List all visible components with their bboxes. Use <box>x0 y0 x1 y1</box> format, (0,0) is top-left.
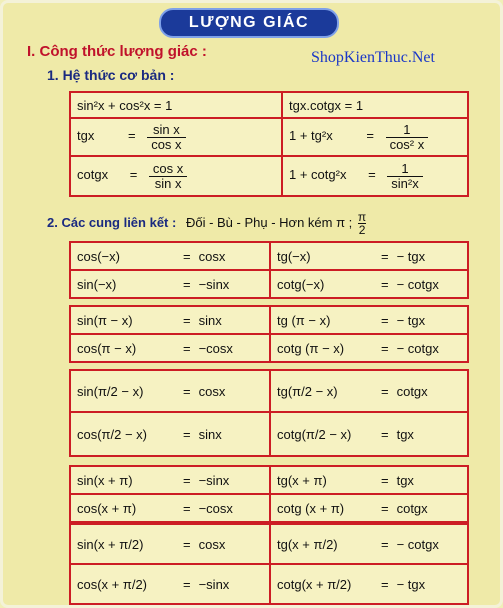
formula-cell <box>270 242 468 270</box>
formula-cell <box>270 306 468 334</box>
formula-rhs: cotgx <box>396 500 428 516</box>
formula-lhs: cos(x + π) <box>77 500 137 516</box>
related-arcs-group-opposite <box>69 241 469 299</box>
formula-cell <box>270 524 468 564</box>
formula-cell <box>270 334 468 362</box>
related-arcs-group-differ-by-pi <box>69 465 469 523</box>
formula-rhs: − tgx <box>396 312 426 328</box>
formula-rhs: tgx <box>396 426 414 442</box>
basic-identities-table <box>69 91 469 197</box>
equals-sign: = <box>381 276 389 292</box>
formula-lhs: cos(π − x) <box>77 340 137 356</box>
fraction <box>147 123 185 152</box>
equals-sign: = <box>381 426 389 442</box>
formula-cell <box>270 270 468 298</box>
numerator: 1 <box>403 121 411 137</box>
fraction <box>386 123 429 152</box>
formula-cell <box>70 306 270 334</box>
subheading-detail: Đối - Bù - Phụ - Hơn kém π ; <box>185 214 353 230</box>
identity-cell: sin²x + cos²x = 1 <box>70 92 282 118</box>
formula-rhs: sinx <box>198 312 222 328</box>
equals-sign: = <box>127 128 136 144</box>
formula-rhs: −cosx <box>198 500 233 516</box>
related-arcs-group-supplementary <box>69 305 469 363</box>
formula-lhs: sin(x + π) <box>77 472 133 488</box>
identity-lhs: cotgx <box>77 167 109 183</box>
denominator: 2 <box>358 223 366 237</box>
formula-lhs: cos(π/2 − x) <box>77 426 148 442</box>
equals-sign: = <box>183 500 191 516</box>
formula-rhs: − cotgx <box>396 340 439 356</box>
watermark: ShopKienThuc.Net <box>311 49 435 66</box>
identity-cell <box>70 118 282 156</box>
subheading-basic: 1. Hệ thức cơ bản : <box>47 67 175 83</box>
identity-cell <box>282 118 468 156</box>
identity-lhs: 1 + tg²x <box>289 128 333 144</box>
formula-cell <box>70 466 270 494</box>
fraction <box>149 162 187 191</box>
formula-rhs: cosx <box>198 383 226 399</box>
formula-lhs: sin(π/2 − x) <box>77 383 144 399</box>
formula-lhs: tg(x + π) <box>277 472 327 488</box>
formula-lhs: sin(−x) <box>77 276 117 292</box>
equals-sign: = <box>381 340 389 356</box>
formula-lhs: cotg (π − x) <box>277 340 345 356</box>
equals-sign: = <box>381 248 389 264</box>
formula-rhs: − tgx <box>396 576 426 592</box>
equals-sign: = <box>381 383 389 399</box>
denominator: sin x <box>154 175 182 191</box>
formula-cell <box>70 370 270 412</box>
subheading-label: 2. Các cung liên kết : <box>47 214 177 230</box>
equals-sign: = <box>129 167 138 183</box>
equals-sign: = <box>183 426 191 442</box>
formula-rhs: − tgx <box>396 248 426 264</box>
formula-lhs: cotg(π/2 − x) <box>277 426 352 442</box>
related-arcs-group-differ-by-half-pi <box>69 523 469 605</box>
formula-lhs: tg(x + π/2) <box>277 536 338 552</box>
formula-cell <box>270 370 468 412</box>
identity-cell: tgx.cotgx = 1 <box>282 92 468 118</box>
equals-sign: = <box>381 500 389 516</box>
formula-cell <box>70 242 270 270</box>
formula-lhs: cos(−x) <box>77 248 120 264</box>
formula-cell <box>270 494 468 522</box>
formula-rhs: −sinx <box>198 576 230 592</box>
formula-rhs: −sinx <box>198 276 230 292</box>
denominator: cos² x <box>389 136 425 152</box>
equals-sign: = <box>381 312 389 328</box>
formula-rhs: − cotgx <box>396 536 439 552</box>
equals-sign: = <box>368 167 376 183</box>
formula-lhs: cotg(x + π/2) <box>277 576 352 592</box>
formula-rhs: cosx <box>198 248 226 264</box>
equals-sign: = <box>183 472 191 488</box>
numerator: sin x <box>152 121 180 137</box>
equals-sign: = <box>381 472 389 488</box>
formula-lhs: tg(π/2 − x) <box>277 383 338 399</box>
formula-cell <box>270 564 468 604</box>
equals-sign: = <box>183 248 191 264</box>
numerator: cos x <box>152 160 184 176</box>
formula-cell <box>70 564 270 604</box>
formula-cell <box>70 494 270 522</box>
equals-sign: = <box>183 340 191 356</box>
subheading-related-arcs <box>47 211 366 236</box>
equals-sign: = <box>183 276 191 292</box>
formula-cell <box>70 334 270 362</box>
formula-lhs: tg (π − x) <box>277 312 331 328</box>
formula-lhs: cos(x + π/2) <box>77 576 148 592</box>
equals-sign: = <box>183 536 191 552</box>
equals-sign: = <box>381 536 389 552</box>
formula-rhs: tgx <box>396 472 414 488</box>
equals-sign: = <box>183 576 191 592</box>
equals-sign: = <box>366 128 374 144</box>
equals-sign: = <box>381 576 389 592</box>
formula-cell <box>270 466 468 494</box>
section-heading: I. Công thức lượng giác : <box>27 43 207 60</box>
denominator: sin²x <box>391 175 419 191</box>
formula-rhs: cosx <box>198 536 226 552</box>
formula-rhs: − cotgx <box>396 276 439 292</box>
formula-lhs: tg(−x) <box>277 248 311 264</box>
formula-cell <box>70 524 270 564</box>
identity-cell <box>70 156 282 196</box>
equals-sign: = <box>183 383 191 399</box>
formula-cell <box>70 412 270 456</box>
formula-lhs: sin(π − x) <box>77 312 133 328</box>
formula-rhs: −cosx <box>198 340 233 356</box>
formula-rhs: sinx <box>198 426 222 442</box>
formula-lhs: cotg (x + π) <box>277 500 345 516</box>
pi-over-two <box>358 211 366 236</box>
formula-rhs: cotgx <box>396 383 428 399</box>
fraction <box>387 162 422 191</box>
formula-lhs: sin(x + π/2) <box>77 536 144 552</box>
denominator: cos x <box>151 136 182 152</box>
identity-lhs: 1 + cotg²x <box>289 167 347 183</box>
formula-cell <box>70 270 270 298</box>
numerator: 1 <box>401 160 409 176</box>
identity-cell <box>282 156 468 196</box>
identity-lhs: tgx <box>77 128 95 144</box>
formula-lhs: cotg(−x) <box>277 276 325 292</box>
numerator: π <box>357 210 367 224</box>
equals-sign: = <box>183 312 191 328</box>
page-title: LƯỢNG GIÁC <box>159 8 339 38</box>
formula-cell <box>270 412 468 456</box>
related-arcs-group-complementary <box>69 369 469 457</box>
formula-rhs: −sinx <box>198 472 230 488</box>
